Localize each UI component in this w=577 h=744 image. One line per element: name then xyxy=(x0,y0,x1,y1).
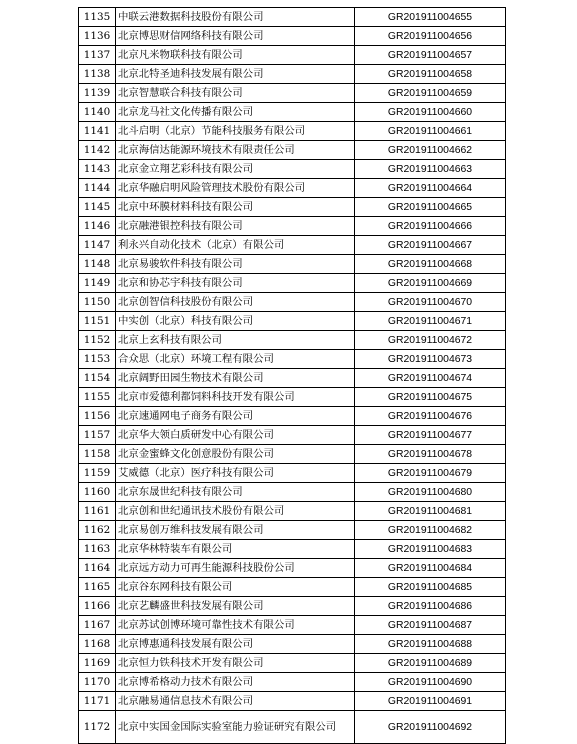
table-row xyxy=(79,445,506,464)
company-name: 北京融港银控科技有限公司 xyxy=(116,217,355,236)
row-number: 1159 xyxy=(79,464,116,483)
company-name: 北京金蜜蜂文化创意股份有限公司 xyxy=(116,445,355,464)
company-name: 北京创和世纪通讯技术股份有限公司 xyxy=(116,502,355,521)
table-row xyxy=(79,103,506,122)
company-name: 北京融易通信息技术有限公司 xyxy=(116,692,355,711)
company-name: 北京华大领白质研发中心有限公司 xyxy=(116,426,355,445)
table-row xyxy=(79,369,506,388)
table-row xyxy=(79,692,506,711)
certificate-number: GR201911004668 xyxy=(355,255,506,274)
company-name: 北京华林特装车有限公司 xyxy=(116,540,355,559)
certificate-number: GR201911004692 xyxy=(355,711,506,744)
row-number: 1161 xyxy=(79,502,116,521)
row-number: 1147 xyxy=(79,236,116,255)
row-number: 1149 xyxy=(79,274,116,293)
company-name: 北京博希格动力技术有限公司 xyxy=(116,673,355,692)
certificate-number: GR201911004659 xyxy=(355,84,506,103)
certificate-number: GR201911004676 xyxy=(355,407,506,426)
table-row xyxy=(79,122,506,141)
certificate-number: GR201911004666 xyxy=(355,217,506,236)
row-number: 1167 xyxy=(79,616,116,635)
company-name: 北京远方动力可再生能源科技股份公司 xyxy=(116,559,355,578)
certificate-number: GR201911004670 xyxy=(355,293,506,312)
row-number: 1156 xyxy=(79,407,116,426)
company-name: 北京恒力铁科技术开发有限公司 xyxy=(116,654,355,673)
row-number: 1141 xyxy=(79,122,116,141)
row-number: 1151 xyxy=(79,312,116,331)
company-name: 利永兴自动化技术（北京）有限公司 xyxy=(116,236,355,255)
table-row xyxy=(79,540,506,559)
certificate-number: GR201911004667 xyxy=(355,236,506,255)
row-number: 1155 xyxy=(79,388,116,407)
certificate-number: GR201911004675 xyxy=(355,388,506,407)
certificate-number: GR201911004684 xyxy=(355,559,506,578)
company-name: 北斗启明（北京）节能科技服务有限公司 xyxy=(116,122,355,141)
table-row xyxy=(79,673,506,692)
row-number: 1153 xyxy=(79,350,116,369)
certificate-table xyxy=(78,7,506,744)
table-row xyxy=(79,160,506,179)
certificate-number: GR201911004661 xyxy=(355,122,506,141)
certificate-number: GR201911004655 xyxy=(355,8,506,27)
table-row xyxy=(79,331,506,350)
certificate-number: GR201911004656 xyxy=(355,27,506,46)
row-number: 1170 xyxy=(79,673,116,692)
certificate-number: GR201911004682 xyxy=(355,521,506,540)
table-row xyxy=(79,521,506,540)
certificate-number: GR201911004681 xyxy=(355,502,506,521)
table-row xyxy=(79,502,506,521)
table-row xyxy=(79,312,506,331)
company-name: 北京东晟世纪科技有限公司 xyxy=(116,483,355,502)
company-name: 北京速通网电子商务有限公司 xyxy=(116,407,355,426)
row-number: 1157 xyxy=(79,426,116,445)
certificate-number: GR201911004679 xyxy=(355,464,506,483)
row-number: 1146 xyxy=(79,217,116,236)
company-name: 北京苏试创博环境可靠性技术有限公司 xyxy=(116,616,355,635)
certificate-table-body xyxy=(79,8,506,744)
company-name: 北京谷东网科技有限公司 xyxy=(116,578,355,597)
company-name: 北京中环膜材料科技有限公司 xyxy=(116,198,355,217)
row-number: 1143 xyxy=(79,160,116,179)
company-name: 艾威德（北京）医疗科技有限公司 xyxy=(116,464,355,483)
row-number: 1163 xyxy=(79,540,116,559)
table-row xyxy=(79,84,506,103)
company-name: 北京龙马社文化传播有限公司 xyxy=(116,103,355,122)
company-name: 北京创智信科技股份有限公司 xyxy=(116,293,355,312)
row-number: 1164 xyxy=(79,559,116,578)
row-number: 1145 xyxy=(79,198,116,217)
row-number: 1139 xyxy=(79,84,116,103)
table-row xyxy=(79,27,506,46)
company-name: 北京和协芯宇科技有限公司 xyxy=(116,274,355,293)
certificate-number: GR201911004678 xyxy=(355,445,506,464)
table-row xyxy=(79,198,506,217)
certificate-number: GR201911004683 xyxy=(355,540,506,559)
certificate-number: GR201911004672 xyxy=(355,331,506,350)
certificate-number: GR201911004674 xyxy=(355,369,506,388)
row-number: 1140 xyxy=(79,103,116,122)
table-row xyxy=(79,616,506,635)
company-name: 北京博思财信网络科技有限公司 xyxy=(116,27,355,46)
company-name: 合众思（北京）环境工程有限公司 xyxy=(116,350,355,369)
table-row xyxy=(79,578,506,597)
table-row xyxy=(79,274,506,293)
row-number: 1169 xyxy=(79,654,116,673)
company-name: 北京易骏软件科技有限公司 xyxy=(116,255,355,274)
company-name: 北京海信达能源环境技术有限责任公司 xyxy=(116,141,355,160)
certificate-number: GR201911004677 xyxy=(355,426,506,445)
company-name: 北京上玄科技有限公司 xyxy=(116,331,355,350)
company-name: 中联云港数据科技股份有限公司 xyxy=(116,8,355,27)
company-name: 北京凡米物联科技有限公司 xyxy=(116,46,355,65)
table-row xyxy=(79,559,506,578)
certificate-number: GR201911004690 xyxy=(355,673,506,692)
table-row xyxy=(79,388,506,407)
company-name: 中实创（北京）科技有限公司 xyxy=(116,312,355,331)
certificate-number: GR201911004689 xyxy=(355,654,506,673)
certificate-number: GR201911004671 xyxy=(355,312,506,331)
certificate-number: GR201911004660 xyxy=(355,103,506,122)
certificate-number: GR201911004662 xyxy=(355,141,506,160)
certificate-number: GR201911004669 xyxy=(355,274,506,293)
table-row xyxy=(79,654,506,673)
row-number: 1152 xyxy=(79,331,116,350)
table-row xyxy=(79,46,506,65)
row-number: 1171 xyxy=(79,692,116,711)
row-number: 1168 xyxy=(79,635,116,654)
table-row xyxy=(79,483,506,502)
table-row xyxy=(79,293,506,312)
table-row xyxy=(79,350,506,369)
table-row xyxy=(79,597,506,616)
row-number: 1158 xyxy=(79,445,116,464)
certificate-number: GR201911004664 xyxy=(355,179,506,198)
certificate-number: GR201911004657 xyxy=(355,46,506,65)
row-number: 1136 xyxy=(79,27,116,46)
certificate-number: GR201911004686 xyxy=(355,597,506,616)
table-row xyxy=(79,8,506,27)
row-number: 1135 xyxy=(79,8,116,27)
table-row xyxy=(79,217,506,236)
certificate-number: GR201911004665 xyxy=(355,198,506,217)
certificate-number: GR201911004691 xyxy=(355,692,506,711)
company-name: 北京金立翔艺彩科技有限公司 xyxy=(116,160,355,179)
table-row xyxy=(79,407,506,426)
certificate-number: GR201911004685 xyxy=(355,578,506,597)
certificate-number: GR201911004658 xyxy=(355,65,506,84)
certificate-number: GR201911004663 xyxy=(355,160,506,179)
row-number: 1148 xyxy=(79,255,116,274)
company-name: 北京易创万维科技发展有限公司 xyxy=(116,521,355,540)
certificate-number: GR201911004688 xyxy=(355,635,506,654)
row-number: 1138 xyxy=(79,65,116,84)
certificate-number: GR201911004680 xyxy=(355,483,506,502)
table-row xyxy=(79,65,506,84)
company-name: 北京北特圣迪科技发展有限公司 xyxy=(116,65,355,84)
company-name: 北京华融启明风险管理技术股份有限公司 xyxy=(116,179,355,198)
company-name: 北京智慧联合科技有限公司 xyxy=(116,84,355,103)
row-number: 1154 xyxy=(79,369,116,388)
certificate-number: GR201911004673 xyxy=(355,350,506,369)
row-number: 1142 xyxy=(79,141,116,160)
table-row xyxy=(79,711,506,744)
row-number: 1165 xyxy=(79,578,116,597)
table-row xyxy=(79,179,506,198)
company-name: 北京博惠通科技发展有限公司 xyxy=(116,635,355,654)
company-name: 北京艺麟盛世科技发展有限公司 xyxy=(116,597,355,616)
table-row xyxy=(79,141,506,160)
row-number: 1137 xyxy=(79,46,116,65)
certificate-number: GR201911004687 xyxy=(355,616,506,635)
table-row xyxy=(79,426,506,445)
company-name: 北京市爱德利都饲料科技开发有限公司 xyxy=(116,388,355,407)
table-row xyxy=(79,255,506,274)
company-name: 北京阔野田园生物技术有限公司 xyxy=(116,369,355,388)
row-number: 1172 xyxy=(79,711,116,744)
table-row xyxy=(79,236,506,255)
row-number: 1144 xyxy=(79,179,116,198)
table-row xyxy=(79,635,506,654)
row-number: 1160 xyxy=(79,483,116,502)
table-row xyxy=(79,464,506,483)
row-number: 1150 xyxy=(79,293,116,312)
company-name: 北京中实国金国际实验室能力验证研究有限公司 xyxy=(116,711,355,744)
row-number: 1162 xyxy=(79,521,116,540)
row-number: 1166 xyxy=(79,597,116,616)
